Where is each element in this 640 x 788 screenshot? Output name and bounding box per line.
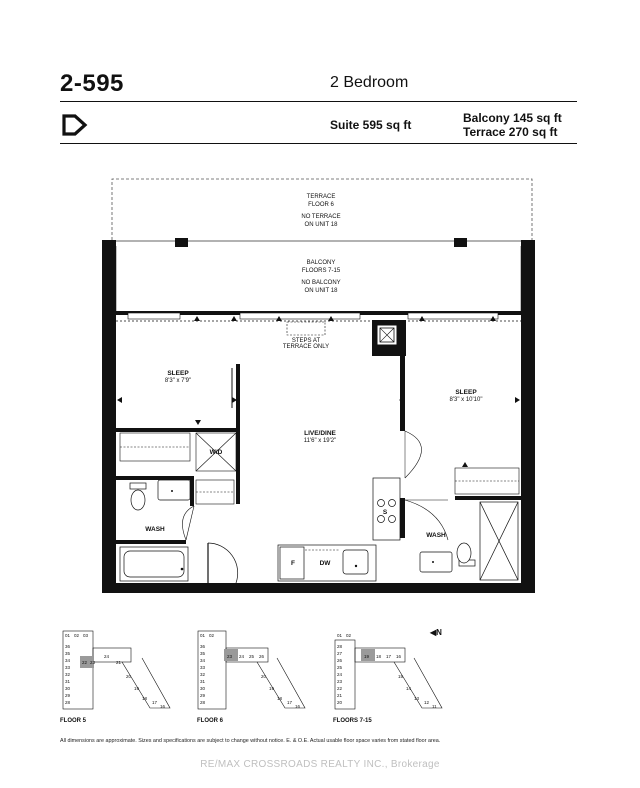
- svg-text:18: 18: [376, 654, 382, 659]
- svg-text:23: 23: [337, 679, 343, 684]
- svg-text:24: 24: [337, 672, 343, 677]
- svg-text:01: 01: [337, 633, 343, 638]
- svg-text:16: 16: [160, 704, 166, 709]
- watermark: RE/MAX CROSSROADS REALTY INC., Brokerage: [200, 759, 440, 770]
- svg-text:13: 13: [414, 696, 420, 701]
- sleep-right-dimensions: 8'3" x 10'10": [449, 397, 483, 403]
- svg-text:33: 33: [200, 665, 206, 670]
- svg-text:24: 24: [104, 654, 110, 659]
- svg-text:34: 34: [65, 658, 71, 663]
- north-indicator: [430, 628, 442, 637]
- svg-text:02: 02: [209, 633, 215, 638]
- svg-text:30: 30: [65, 686, 71, 691]
- terrace-label: TERRACE: [306, 194, 336, 200]
- svg-text:19: 19: [134, 686, 140, 691]
- svg-text:31: 31: [65, 679, 71, 684]
- header-rule-bottom: [60, 143, 577, 144]
- unit-type: 2 Bedroom: [330, 74, 409, 91]
- terrace-floor-label: FLOOR 6: [308, 202, 334, 208]
- dishwasher-label: DW: [319, 560, 331, 567]
- svg-text:32: 32: [200, 672, 206, 677]
- svg-text:16: 16: [295, 704, 301, 709]
- floor-plan: [0, 170, 640, 610]
- wd-label: W/D: [209, 449, 223, 456]
- svg-text:03: 03: [83, 633, 89, 638]
- keyplan-floors7-15-label: FLOORS 7-15: [333, 718, 372, 724]
- svg-text:23: 23: [227, 654, 233, 659]
- svg-text:02: 02: [74, 633, 80, 638]
- svg-text:25: 25: [249, 654, 255, 659]
- svg-text:29: 29: [65, 693, 71, 698]
- svg-text:20: 20: [261, 674, 267, 679]
- stove-label: S: [382, 509, 388, 516]
- live-dine-label: LIVE/DINE: [304, 430, 336, 437]
- sleep-left-dimensions: 8'3" x 7'9": [164, 378, 192, 384]
- svg-text:29: 29: [200, 693, 206, 698]
- plan-labels: [145, 194, 482, 567]
- svg-text:12: 12: [424, 700, 430, 705]
- unit-d-logo-icon: [62, 114, 88, 136]
- header-rule-top: [60, 101, 577, 102]
- svg-text:21: 21: [337, 693, 343, 698]
- north-arrow-icon: ◀: [430, 628, 437, 637]
- terrace-size: Terrace 270 sq ft: [463, 125, 558, 139]
- svg-text:28: 28: [65, 700, 71, 705]
- svg-text:22: 22: [82, 660, 88, 665]
- disclaimer: All dimensions are approximate. Sizes and specifications are subject to change without notice. E. & O.E. Actual usable floor space varies from stated floor area.: [60, 738, 441, 744]
- svg-text:17: 17: [287, 700, 293, 705]
- svg-text:25: 25: [337, 665, 343, 670]
- steps-label: STEPS AT: [291, 338, 321, 344]
- wash-left-label: WASH: [145, 526, 165, 533]
- svg-text:27: 27: [337, 651, 343, 656]
- balcony-note-unit-label: ON UNIT 18: [304, 288, 338, 294]
- svg-text:35: 35: [65, 651, 71, 656]
- svg-text:28: 28: [337, 644, 343, 649]
- svg-text:17: 17: [152, 700, 158, 705]
- steps-note-label: TERRACE ONLY: [282, 344, 330, 350]
- keyplan-floor5: [60, 628, 180, 714]
- svg-text:19: 19: [269, 686, 275, 691]
- svg-text:32: 32: [65, 672, 71, 677]
- svg-text:28: 28: [200, 700, 206, 705]
- keyplan-floors7-15: [332, 628, 452, 714]
- svg-text:26: 26: [337, 658, 343, 663]
- svg-text:20: 20: [337, 700, 343, 705]
- balcony-floors-label: FLOORS 7-15: [301, 268, 341, 274]
- sleep-left-label: SLEEP: [167, 370, 189, 377]
- terrace-note-unit-label: ON UNIT 18: [304, 222, 338, 228]
- svg-text:35: 35: [200, 651, 206, 656]
- balcony-size: Balcony 145 sq ft: [463, 111, 562, 125]
- svg-text:30: 30: [200, 686, 206, 691]
- svg-text:26: 26: [259, 654, 265, 659]
- svg-text:01: 01: [65, 633, 71, 638]
- suite-size: Suite 595 sq ft: [330, 118, 412, 132]
- keyplan-floor6: [195, 628, 315, 714]
- balcony-note-label: NO BALCONY: [301, 280, 341, 286]
- terrace-note-label: NO TERRACE: [301, 214, 341, 220]
- svg-text:15: 15: [398, 674, 404, 679]
- sleep-right-label: SLEEP: [455, 389, 477, 396]
- north-label: N: [436, 628, 442, 637]
- svg-text:16: 16: [396, 654, 402, 659]
- terrace-outline: [112, 179, 532, 240]
- svg-text:19: 19: [364, 654, 370, 659]
- svg-text:18: 18: [277, 696, 283, 701]
- svg-text:17: 17: [386, 654, 392, 659]
- svg-text:01: 01: [200, 633, 206, 638]
- unit-number: 2-595: [60, 70, 124, 97]
- svg-text:20: 20: [126, 674, 132, 679]
- svg-text:24: 24: [239, 654, 245, 659]
- balcony-label: BALCONY: [306, 260, 336, 266]
- svg-text:33: 33: [65, 665, 71, 670]
- fridge-label: F: [291, 560, 295, 567]
- svg-text:36: 36: [65, 644, 71, 649]
- svg-text:21: 21: [116, 660, 122, 665]
- svg-text:34: 34: [200, 658, 206, 663]
- svg-text:11: 11: [432, 704, 437, 709]
- keyplan-floor6-label: FLOOR 6: [197, 718, 224, 724]
- wash-right-label: WASH: [426, 532, 446, 539]
- svg-text:18: 18: [142, 696, 148, 701]
- svg-text:36: 36: [200, 644, 206, 649]
- live-dine-dimensions: 11'6" x 19'2": [303, 438, 337, 444]
- svg-text:23: 23: [90, 660, 96, 665]
- keyplan-floor5-label: FLOOR 5: [60, 718, 87, 724]
- svg-text:31: 31: [200, 679, 206, 684]
- svg-text:22: 22: [337, 686, 343, 691]
- svg-text:14: 14: [406, 686, 412, 691]
- svg-text:02: 02: [346, 633, 352, 638]
